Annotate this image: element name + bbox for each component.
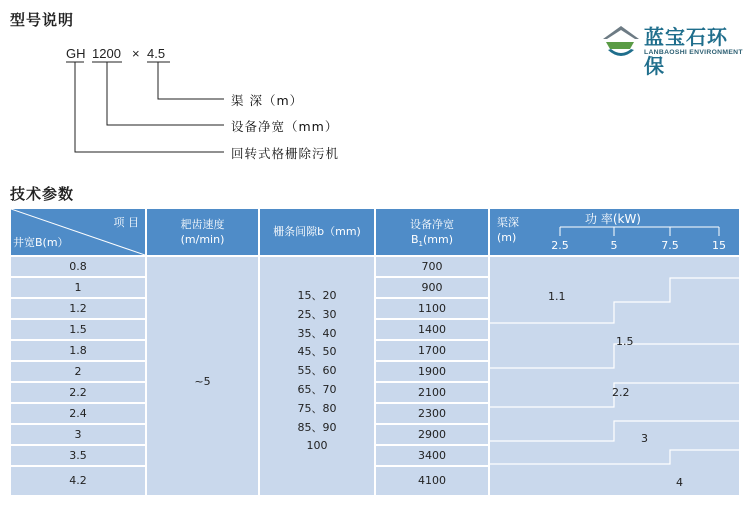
net-width-cell: 3400 xyxy=(376,446,488,465)
model-label-type: 回转式格栅除污机 xyxy=(231,146,340,161)
well-width-cell: 1.2 xyxy=(11,299,145,318)
header-depth-unit: (m) xyxy=(497,231,517,244)
depth-label-3: 3 xyxy=(641,432,648,445)
well-width-cell: 1.5 xyxy=(11,320,145,339)
header-power-cell xyxy=(490,209,739,255)
params-section-title: 技术参数 xyxy=(10,185,75,203)
gap-value: 75、80 xyxy=(297,401,337,415)
gap-value: 25、30 xyxy=(297,307,337,321)
logo-name-cn: 蓝宝石环保 xyxy=(644,25,728,78)
gap-merged-cell xyxy=(260,257,374,495)
well-width-cell: 2.4 xyxy=(11,404,145,423)
power-tick-7-5: 7.5 xyxy=(661,239,679,252)
header-net-width-sub: 1 xyxy=(418,240,423,249)
model-section-title: 型号说明 xyxy=(10,11,75,29)
net-width-cell: 4100 xyxy=(376,467,488,495)
gap-value: 45、50 xyxy=(297,345,337,359)
logo-name-en: LANBAOSHI ENVIRONMENT xyxy=(644,49,743,56)
speed-merged-cell xyxy=(147,257,258,495)
gap-value: 85、90 xyxy=(297,420,337,434)
speed-value: ~5 xyxy=(194,375,211,388)
header-speed-cell xyxy=(147,209,258,255)
gap-value: 35、40 xyxy=(297,326,337,340)
net-width-cell: 900 xyxy=(376,278,488,297)
net-width-cell: 1100 xyxy=(376,299,488,318)
net-width-cell: 1700 xyxy=(376,341,488,360)
well-width-cell: 4.2 xyxy=(11,467,145,495)
header-speed-name: 耙齿速度 xyxy=(180,218,225,231)
net-width-cell: 2100 xyxy=(376,383,488,402)
model-code-prefix: GH xyxy=(66,46,86,61)
gap-values-list xyxy=(260,287,374,456)
well-width-cell: 0.8 xyxy=(11,257,145,276)
header-net-width-cell xyxy=(376,209,488,255)
well-width-cell: 1 xyxy=(11,278,145,297)
well-width-cell: 2 xyxy=(11,362,145,381)
well-width-cell: 1.8 xyxy=(11,341,145,360)
net-width-cell: 1900 xyxy=(376,362,488,381)
model-label-width: 设备净宽（mm） xyxy=(231,119,339,134)
gap-value: 55、60 xyxy=(297,364,337,378)
power-tick-15: 15 xyxy=(712,239,726,252)
power-tick-5: 5 xyxy=(610,239,618,252)
well-width-cell: 2.2 xyxy=(11,383,145,402)
net-width-cell: 700 xyxy=(376,257,488,276)
net-width-cell: 2900 xyxy=(376,425,488,444)
power-tick-2-5: 2.5 xyxy=(551,239,569,252)
header-corner-well-width: 井宽B(m） xyxy=(13,236,69,249)
depth-label-1-1: 1.1 xyxy=(548,290,566,303)
header-net-width-mm: (mm) xyxy=(423,233,454,246)
header-corner-item: 项 目 xyxy=(113,216,139,229)
header-power-label: 功 率(kW) xyxy=(585,212,641,226)
parameter-table xyxy=(11,209,739,495)
header-speed-unit: (m/min) xyxy=(180,233,225,246)
net-width-cell: 1400 xyxy=(376,320,488,339)
net-width-cell: 2300 xyxy=(376,404,488,423)
brand-logo xyxy=(600,20,745,78)
header-corner-cell xyxy=(11,209,145,255)
depth-power-region xyxy=(490,257,739,495)
logo-house-icon xyxy=(600,22,642,62)
model-code-depth: 4.5 xyxy=(147,46,166,61)
gap-value: 65、70 xyxy=(297,382,337,396)
depth-power-stepped-lines xyxy=(490,257,739,495)
header-gap-cell xyxy=(260,209,374,255)
header-net-width-unit xyxy=(376,233,488,251)
depth-label-4: 4 xyxy=(676,476,683,489)
depth-label-2-2: 2.2 xyxy=(612,386,630,399)
header-gap-label: 栅条间隙b（mm) xyxy=(273,225,361,238)
depth-label-1-5: 1.5 xyxy=(616,335,634,348)
well-width-cell: 3 xyxy=(11,425,145,444)
header-depth-name: 渠深 xyxy=(497,216,519,229)
model-code-width: 1200 xyxy=(92,46,121,61)
gap-value: 100 xyxy=(306,439,328,453)
model-label-depth: 渠 深（m） xyxy=(231,93,304,108)
gap-value: 15、20 xyxy=(297,289,337,302)
header-net-width-name: 设备净宽 xyxy=(410,218,454,231)
model-code-separator: × xyxy=(132,46,140,61)
header-net-width-b: B xyxy=(410,233,419,246)
well-width-cell: 3.5 xyxy=(11,446,145,465)
